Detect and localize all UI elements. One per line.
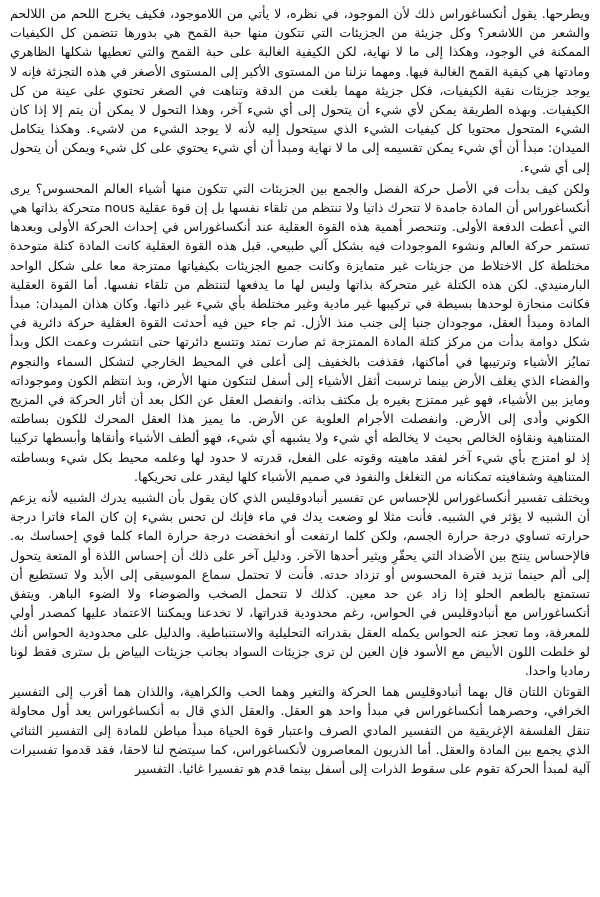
paragraph-1: ويطرحها. يقول أنكساغوراس ذلك لأن الموجود، في نظره، لا يأتي من اللاموجود، فكيف يخرج اللحم من اللالحم والشعر من اللاشعر؟ وكل جزيئة من الجزيئات التي تتكون منها حبة القمح هي بدورها تتضمن كل الكيفيات الممكنة في الوجود، وهكذا إلى ما لا نهاية، لكن الكيفية الغالبة على حبة القمح والتي تعطيها شكلها الظاهري ومادتها هي كيفية القمح الغالبة فيها. ومهما نزلنا من المستوى الأكبر إلى المستوى الأصغر في هذه التجزئة فإنه لا يوجد جزيئات نقية الكيفيات، فكل جزيئة مهما بلغت من الدقة وتناهت في الصغر تحتوي على عينة من كل الكيفيات. وبهذه الطريقة يمكن لأي شيء أن يتحول إلى أي شيء آخر، وهذا التحول لا يمكن أن يتم إلا إذا كان الشيء المتحول محتويا كل كيفيات الشيء الذي سيتحول إليه لأنه لا يوجد الشيء من لاشيء. وهكذا يتكامل الميدان: مبدأ أن أي شيء يمكن تقسيمه إلى ما لا نهاية ومبدأ أن أي شيء يحتوي على كل شيء ويمكن أن يتحول إلى أي شيء. — [10, 6, 590, 175]
paragraph-2: ولكن كيف بدأت في الأصل حركة الفصل والجمع بين الجزيئات التي تتكون منها أشياء العالم المحسوس؟ يرى أنكساغوراس أن المادة جامدة لا تتحرك ذاتيا ولا تنتظم من تلقاء نفسها بل إن قوة عقلية nous متحركة بذاتها هي التي أعطت الدفعة الأولى. وتنحصر أهمية هذه القوة العقلية عند أنكساغوراس في إحداث الحركة الأولى وبعدها تستمر حركة العالم ونشوء الموجودات فيه بشكل آلي طبيعي. قبل هذه القوة العقلية كانت المادة كتلة متوحدة مختلطة كل الاختلاط من جزيئات غير متمايزة وكانت جميع الجزيئات بكيفياتها ممتزجة معا على شكل الواحد البارمنيدي. لكن هذه الكتلة غير متحركة بذاتها وليس لها ما يدفعها لتنتظم من تلقاء نفسها. أما القوة العقلية فكانت منحازة لوحدها بسيطة في تركيبها غير مادية وغير مختلطة بأي شيء غير ذاتها. وكان هذان الميدان: مبدأ المادة ومبدأ العقل، موجودان جنبا إلى جنب منذ الأزل. ثم جاء حين فيه أحدثت القوة العقلية حركة دائرية في شكل دوامة بدأت من مركز كتلة المادة الممتزجة ثم صارت تمتد وتتسع دائرتها حتى انتشرت وعمت الكل وبدأ تمايُز الأشياء وترتيبها في أماكنها، فقذفت بالخفيف إلى أعلى في المحيط الخارجي لتشكل السماء والنجوم والفضاء الذي يغلف الأرض بينما ترسبت أثقل الأشياء إلى أسفل لتتكون منها الأرض، وبذ انتظم الكون وموجوداته ومايز بين الأشياء، فهو غير ممتزج بغيره بل مكتف بذاته. وانفصل العقل عن الكل بعد أن أثار الحركة في المزيج الكوني وأدى إلى الأرض. وانفصلت الأجرام العلوية عن الأرض. ما يميز هذا العقل المحرك للكون بساطته المتناهية ونقاؤه الخالص بحيث لا يخالطه أي شيء ولا يشبهه أي شيء، فهو ألطف الأشياء وأنقاها وأبسطها تركيبا إذ لو امتزج بأي شيء آخر لفقد ماهيته وقوته على الفعل، قدرته لا حدود لها وعلمه محيط بكل شيء وبساطته المتناهية وشفافيته تمكنانه من التغلغل والنفوذ في صميم الأشياء كلها ليقدر على تحريكها. — [10, 180, 590, 484]
paragraph-4: القوتان اللتان قال بهما أنبادوقليس هما الحركة والتغير وهما الحب والكراهية، واللذان هما أقرب إلى التفسير الخرافي، وحصرهما أنكساغوراس في مبدأ واحد هو العقل. والعقل الذي قال به أنكساغوراس يعد أول محاولة تنقل الفلسفة الإغريقية من التفسير المادي الصرف واعتبار قوة الحياة مبدأ مباطن للمادة إلى التفسير الثنائي الذي يجمع بين المادة والعقل. أما الذريون المعاصرون لأنكساغوراس، كما سيتضح لنا لاحقا، فقد قدموا تفسيرات آلية لمبدأ الحركة تقوم على سقوط الذرات إلى أسفل بينما قدم هو تفسيرا غائيا. التفسير — [10, 684, 590, 776]
paragraph-3: ويختلف تفسير أنكساغوراس للإحساس عن تفسير أنبادوقليس الذي كان يقول بأن الشبيه يدرك الشبيه لأنه يزعم أن الشبيه لا يؤثر في الشبيه. فأنت مثلا لو وضعت يدك في ماء فإنك لن تحس بشيء إن كان الماء فاترا درجة حرارته تساوي درجة حرارة الجسم، ولكن كلما ارتفعت أو انخفضت درجة حرارة الماء كلما قوي إحساسك به. فالإحساس ينتج بين الأضداد التي يحقّرِ ويثير أحدها الآخر. ودليل آخر على ذلك أن إحساس اللذة أو المتعة يتحول إلى ألم حينما تزيد فترة المحسوس أو تزداد حدته. فأنت لا تحتمل سماع الموسيقى إلى الأبد ولا تستطيع أن تستمتع بالطعم الحلو إذا زاد عن حد معين. كذلك لا تتحمل الصخب والضوضاء ولا الضوء الباهر. ويتفق أنكساغوراس مع أنبادوقليس في الحواس، رغم محدودية قدراتها، لا تخدعنا ويمكننا الاعتماد عليها كمصدر أولي للمعرفة، وما تعجز عنه الحواس يكمله العقل بقدراته التحليلية والاستنباطية. والدليل على محدودية الحواس أنك لو خلطت اللون الأبيض مع الأسود فإن العين لن ترى جزيئات السواد بجانب جزيئات البياض بل سترى فقط لونا رماديا واحدا. — [10, 490, 590, 678]
